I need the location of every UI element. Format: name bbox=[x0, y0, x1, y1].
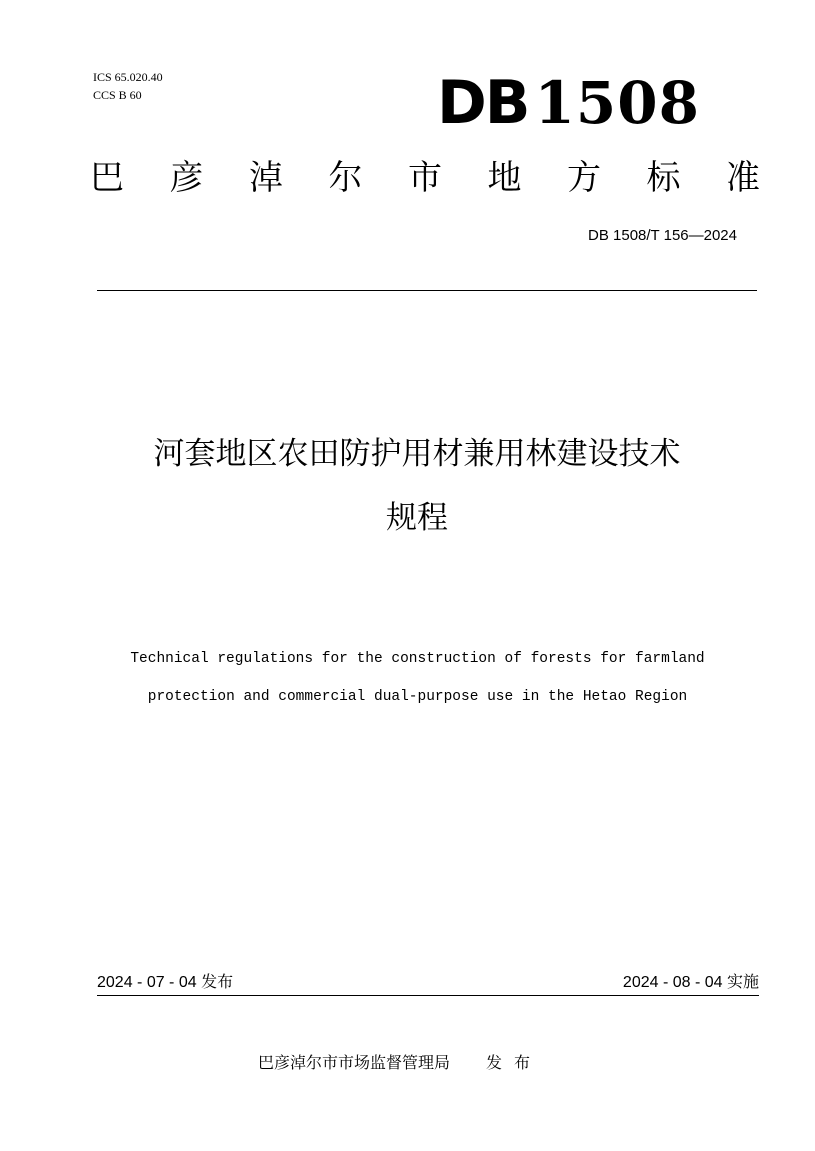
standard-type-char: 巴 bbox=[90, 158, 124, 198]
issuing-authority bbox=[258, 1052, 542, 1074]
standard-type-char: 淖 bbox=[249, 158, 283, 198]
standard-type-char: 地 bbox=[487, 158, 522, 198]
standard-type-char: 彦 bbox=[169, 158, 204, 198]
standard-type-char: 标 bbox=[646, 158, 681, 198]
db-logo-letters: DB bbox=[437, 68, 529, 138]
standard-number: DB 1508/T 156—2024 bbox=[588, 227, 737, 244]
issue-date: 2024 - 07 - 04 发布 bbox=[97, 974, 234, 991]
issuer-action: 发布 bbox=[486, 1053, 543, 1072]
ics-code: ICS 65.020.40 bbox=[93, 70, 163, 84]
chinese-title-line-2: 规程 bbox=[386, 500, 448, 536]
db-logo-number: 1508 bbox=[534, 69, 700, 137]
implementation-date: 2024 - 08 - 04 实施 bbox=[622, 974, 759, 991]
standard-type-char: 尔 bbox=[328, 158, 363, 198]
classification-codes bbox=[93, 68, 163, 104]
chinese-title-line-1: 河套地区农田防护用材兼用林建设技术 bbox=[153, 436, 681, 472]
db-logo bbox=[437, 70, 700, 136]
standard-type-char: 市 bbox=[408, 158, 442, 198]
standard-type-heading bbox=[90, 156, 760, 200]
top-divider bbox=[97, 290, 757, 291]
english-title-line-2: protection and commercial dual-purpose use in the Hetao Region bbox=[147, 689, 688, 705]
standard-type-char: 准 bbox=[726, 158, 760, 198]
standard-type-char: 方 bbox=[567, 158, 601, 198]
ccs-code: CCS B 60 bbox=[93, 88, 142, 102]
chinese-title bbox=[97, 422, 737, 550]
issuer-name: 巴彦淖尔市市场监督管理局 bbox=[258, 1053, 451, 1072]
bottom-divider bbox=[97, 995, 759, 996]
english-title bbox=[60, 640, 775, 716]
english-title-line-1: Technical regulations for the construction of forests for farmland bbox=[130, 651, 705, 667]
